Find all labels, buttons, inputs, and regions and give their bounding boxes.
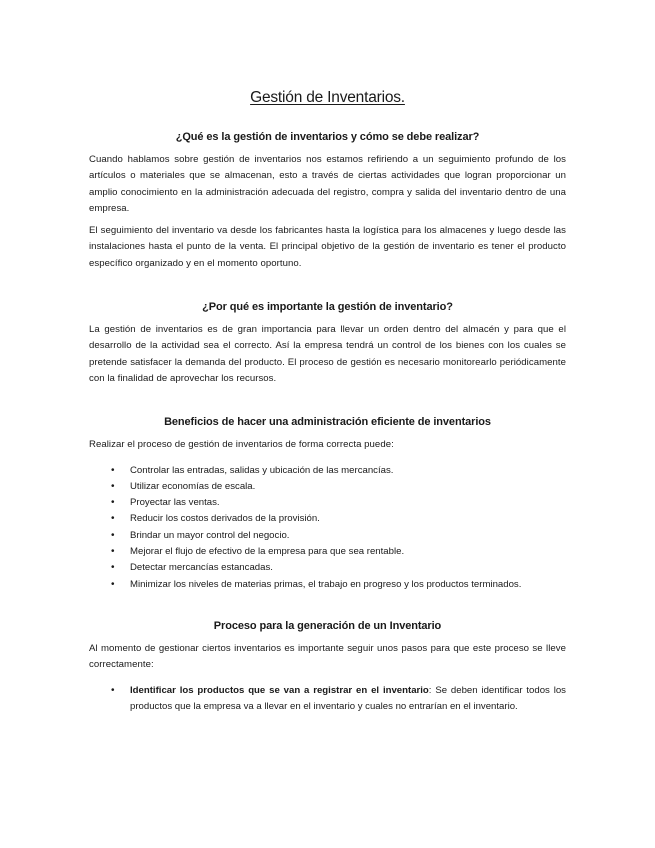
section-heading: Proceso para la generación de un Inventario <box>213 619 442 632</box>
step-text: Se deben identificar todos los productos que la empresa va a llevar en el inventario y cuales no entrarían en el inventario. <box>130 684 566 712</box>
bullet-icon: • <box>111 529 115 541</box>
list-item-text: Reducir los costos derivados de la provisión. <box>130 513 320 525</box>
section-what-is <box>89 129 566 272</box>
bullet-icon: • <box>111 513 115 525</box>
list-item <box>89 495 566 511</box>
bullet-icon: • <box>111 578 115 590</box>
paragraph: El seguimiento del inventario va desde los fabricantes hasta la logística para los almacenes y luego desde las instalaciones hasta el punto de la venta. El principal objetivo de la gestión de inventario es tener el producto específico organizado y en el momento oportuno. <box>89 225 566 269</box>
document-title: Gestión de Inventarios. <box>250 89 405 106</box>
list-item <box>89 463 566 479</box>
document-page <box>89 88 566 715</box>
paragraph: Cuando hablamos sobre gestión de inventarios nos estamos refiriendo a un seguimiento profundo de los artículos o materiales que se almacenan, esto a través de ciertas actividades que logran proporcionar un amplio conocimiento en la administración adecuada del registro, compra y salida del inventario dentro de una empresa. <box>89 154 566 214</box>
process-steps-list <box>89 683 566 716</box>
list-item-text: Brindar un mayor control del negocio. <box>130 529 290 541</box>
section-heading: Beneficios de hacer una administración eficiente de inventarios <box>164 416 491 429</box>
section-process <box>89 618 566 715</box>
list-item <box>89 479 566 495</box>
section-intro: Realizar el proceso de gestión de inventarios de forma correcta puede: <box>89 439 394 451</box>
section-intro: Al momento de gestionar ciertos inventarios es importante seguir unos pasos para que este proceso se lleve correctamente: <box>89 642 566 671</box>
step-separator: : <box>428 684 432 696</box>
list-item-text: Minimizar los niveles de materias primas, el trabajo en progreso y los productos terminados. <box>130 578 522 590</box>
list-item <box>89 511 566 527</box>
section-heading: ¿Por qué es importante la gestión de inventario? <box>202 301 453 314</box>
step-label: Identificar los productos que se van a registrar en el inventario <box>130 684 429 696</box>
list-item-text: Utilizar economías de escala. <box>130 480 256 492</box>
list-item-text: Proyectar las ventas. <box>130 497 220 509</box>
list-item <box>89 560 566 576</box>
benefits-list <box>89 463 566 593</box>
list-item <box>89 577 566 593</box>
section-importance <box>89 299 566 387</box>
bullet-icon: • <box>111 562 115 574</box>
bullet-icon: • <box>111 480 115 492</box>
bullet-icon: • <box>111 684 115 696</box>
list-item <box>89 528 566 544</box>
section-benefits <box>89 414 566 593</box>
list-item <box>89 544 566 560</box>
section-heading: ¿Qué es la gestión de inventarios y cómo se debe realizar? <box>175 131 480 143</box>
paragraph: La gestión de inventarios es de gran importancia para llevar un orden dentro del almacén y para que el desarrollo de la actividad sea el correcto. Así la empresa tendrá un control de los bienes con los cuales se pretende satisfacer la demanda del producto. El proceso de gestión es necesario monitorearlo periódicamente con la finalidad de aprovechar los recursos. <box>89 324 566 384</box>
list-item-text: Controlar las entradas, salidas y ubicación de las mercancías. <box>130 464 394 476</box>
list-item-text: Detectar mercancías estancadas. <box>130 562 273 574</box>
bullet-icon: • <box>111 464 115 476</box>
bullet-icon: • <box>111 546 115 558</box>
list-item-text: Mejorar el flujo de efectivo de la empresa para que sea rentable. <box>130 546 405 558</box>
list-item <box>89 683 566 716</box>
bullet-icon: • <box>111 497 115 509</box>
